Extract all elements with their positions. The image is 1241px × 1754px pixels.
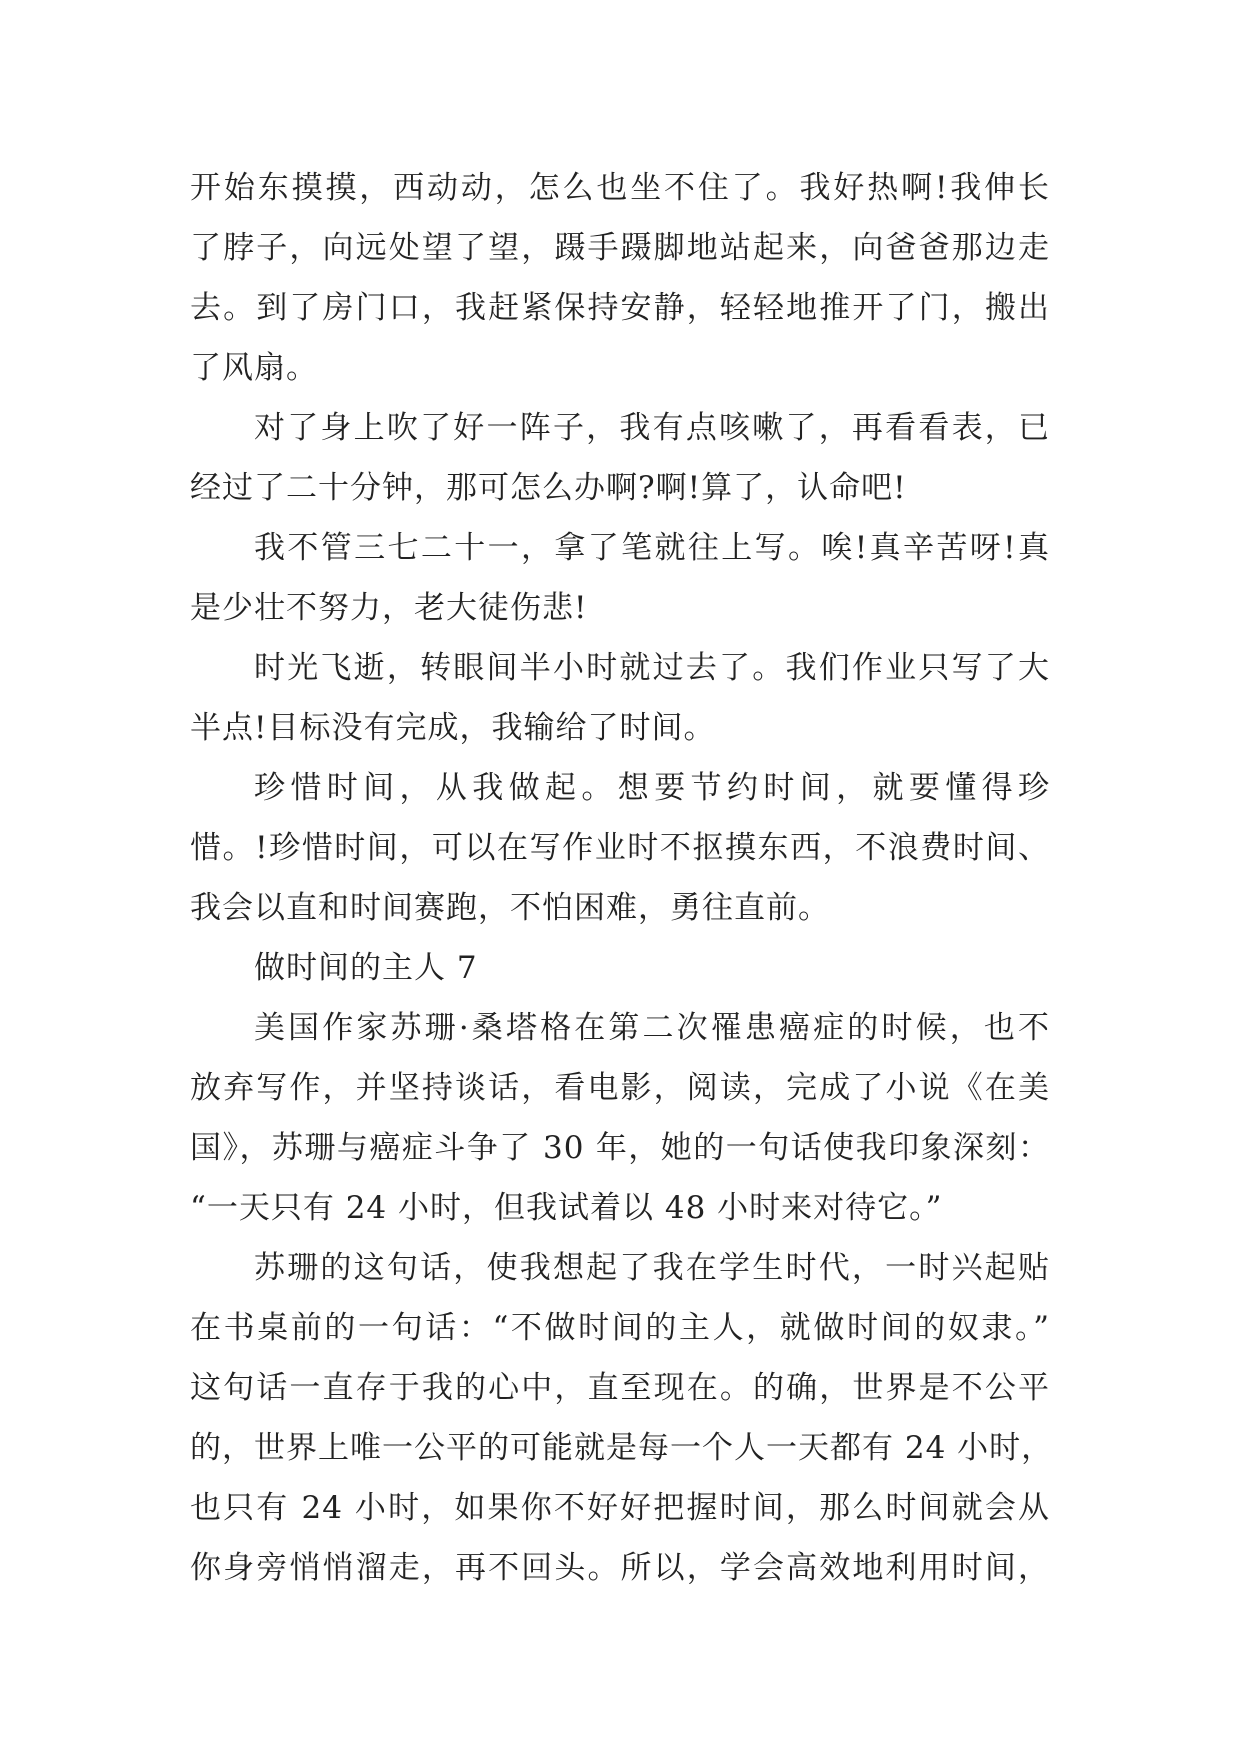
text-line: 你身旁悄悄溜走，再不回头。所以，学会高效地利用时间，	[190, 1550, 1050, 1586]
text-line: 放弃写作，并坚持谈话，看电影，阅读，完成了小说《在美	[190, 1070, 1050, 1106]
text-line: 时光飞逝，转眼间半小时就过去了。我们作业只写了大	[254, 650, 1050, 686]
text-line: 的，世界上唯一公平的可能就是每一个人一天都有 24 小时，	[190, 1430, 1054, 1466]
document-body	[190, 158, 1054, 1598]
text-line: 美国作家苏珊·桑塔格在第二次罹患癌症的时候，也不	[254, 1010, 1050, 1046]
text-line: 经过了二十分钟，那可怎么办啊?啊!算了，认命吧!	[190, 470, 907, 506]
text-line: 我会以直和时间赛跑，不怕困难，勇往直前。	[190, 890, 830, 926]
text-line: 我不管三七二十一，拿了笔就往上写。唉!真辛苦呀!真	[254, 530, 1050, 566]
text-line: 半点!目标没有完成，我输给了时间。	[190, 710, 716, 746]
text-line: 开始东摸摸，西动动，怎么也坐不住了。我好热啊!我伸长	[190, 170, 1050, 206]
text-line: 了脖子，向远处望了望，蹑手蹑脚地站起来，向爸爸那边走	[190, 230, 1050, 266]
section-heading: 做时间的主人 7	[254, 950, 478, 986]
text-line: 这句话一直存于我的心中，直至现在。的确，世界是不公平	[190, 1370, 1050, 1406]
text-line: 国》，苏珊与癌症斗争了 30 年，她的一句话使我印象深刻：	[190, 1130, 1050, 1166]
text-line: 苏珊的这句话，使我想起了我在学生时代，一时兴起贴	[254, 1250, 1050, 1286]
text-line: 去。到了房门口，我赶紧保持安静，轻轻地推开了门，搬出	[190, 290, 1050, 326]
text-line: “一天只有 24 小时，但我试着以 48 小时来对待它。”	[190, 1190, 943, 1226]
text-line: 对了身上吹了好一阵子，我有点咳嗽了，再看看表，已	[254, 410, 1050, 446]
text-line: 珍惜时间，从我做起。想要节约时间，就要懂得珍	[254, 770, 1050, 806]
text-line: 是少壮不努力，老大徒伤悲!	[190, 590, 588, 626]
text-line: 惜。!珍惜时间，可以在写作业时不抠摸东西，不浪费时间、	[190, 830, 1050, 866]
text-line: 也只有 24 小时，如果你不好好把握时间，那么时间就会从	[190, 1490, 1050, 1526]
text-line: 在书桌前的一句话：“不做时间的主人，就做时间的奴隶。”	[190, 1310, 1050, 1346]
text-line: 了风扇。	[190, 350, 318, 386]
